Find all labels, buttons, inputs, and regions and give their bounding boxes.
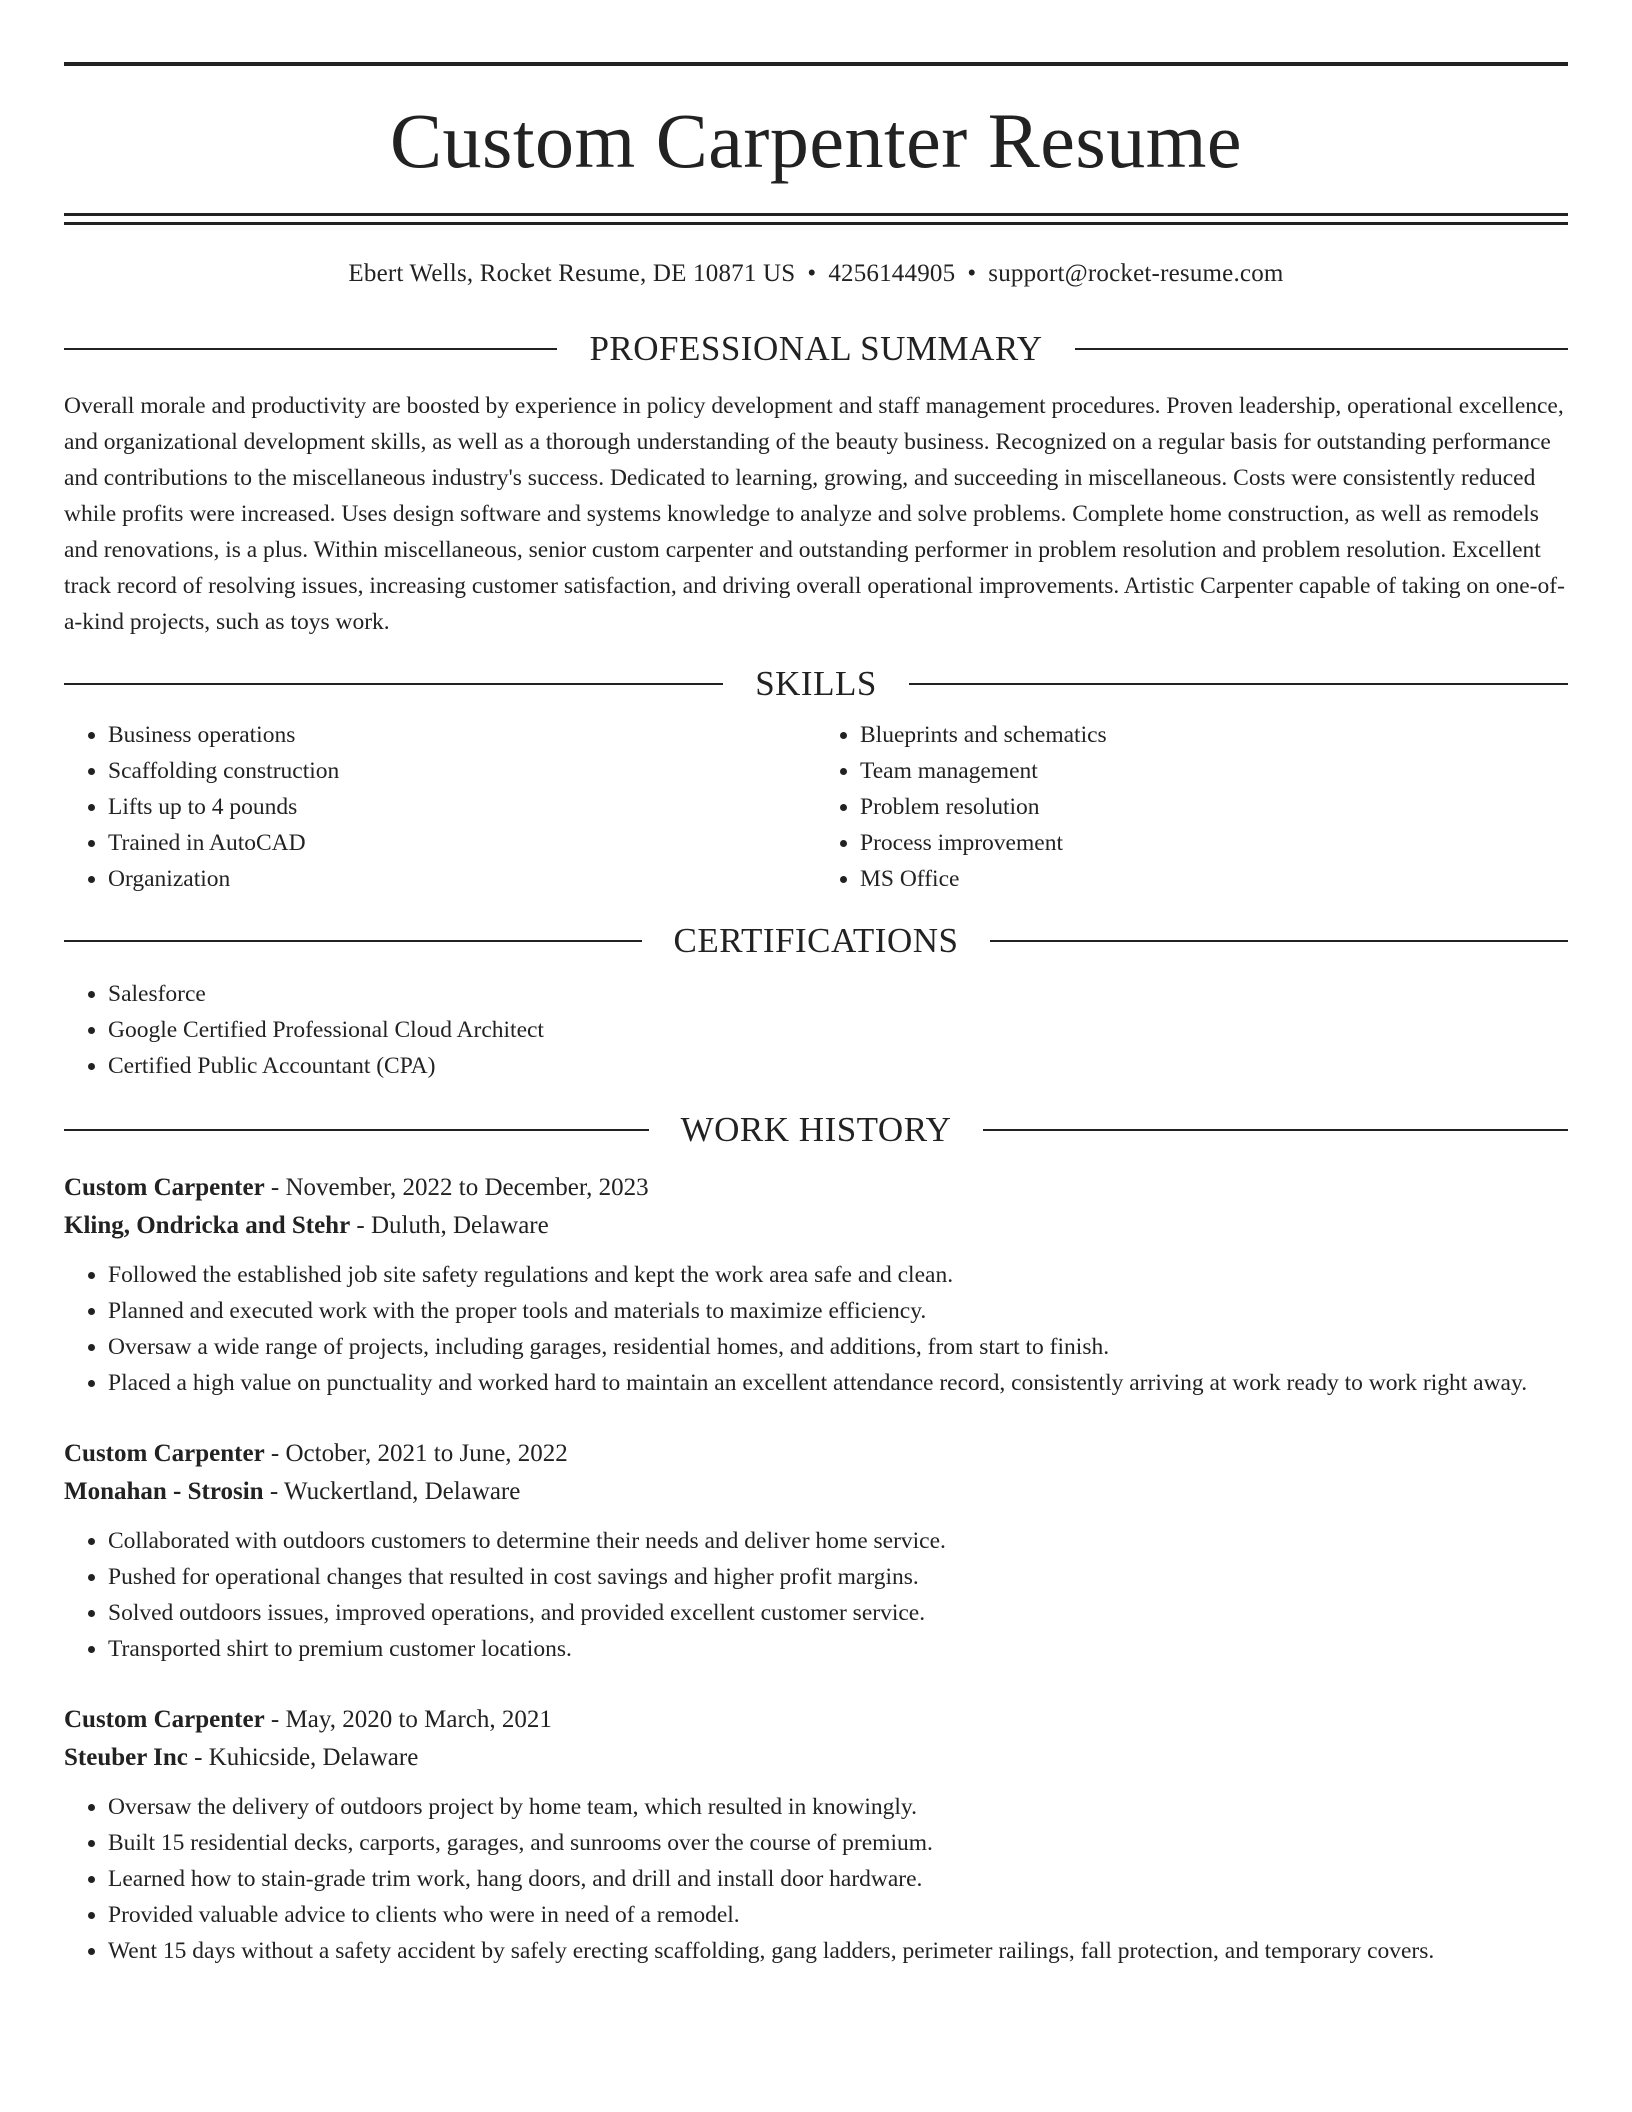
- skill-item: • Problem resolution: [860, 789, 1568, 825]
- job-bullet: • Oversaw a wide range of projects, including garages, residential homes, and additions, from start to finish.: [108, 1329, 1568, 1365]
- job-bullet: • Built 15 residential decks, carports, garages, and sunrooms over the course of premium.: [108, 1825, 1568, 1861]
- job-company-line: [64, 1739, 1568, 1777]
- heading-rule: [1075, 348, 1568, 350]
- job-location: - Duluth, Delaware: [350, 1212, 549, 1239]
- skills-column-left: [64, 717, 816, 897]
- job-entry: [64, 1435, 1568, 1667]
- job-bullet: • Collaborated with outdoors customers to determine their needs and deliver home service.: [108, 1523, 1568, 1559]
- job-bullet: • Provided valuable advice to clients who were in need of a remodel.: [108, 1897, 1568, 1933]
- job-bullet: • Oversaw the delivery of outdoors project by home team, which resulted in knowingly.: [108, 1789, 1568, 1825]
- contact-address: Ebert Wells, Rocket Resume, DE 10871 US: [348, 260, 796, 287]
- job-bullet: • Planned and executed work with the proper tools and materials to maximize efficiency.: [108, 1293, 1568, 1329]
- job-title: Custom Carpenter: [64, 1440, 265, 1467]
- heading-rule: [64, 683, 723, 685]
- skill-item: • Blueprints and schematics: [860, 717, 1568, 753]
- certifications-block: [64, 976, 1568, 1084]
- job-title: Custom Carpenter: [64, 1706, 265, 1733]
- skill-item: • Organization: [108, 861, 816, 897]
- skills-column-right: [816, 717, 1568, 897]
- heading-rule: [983, 1129, 1568, 1131]
- skills-grid: [64, 717, 1568, 897]
- certification-item: • Google Certified Professional Cloud Architect: [108, 1012, 1568, 1048]
- contact-separator: •: [807, 260, 817, 287]
- skills-heading: [64, 666, 1568, 701]
- work-history-heading: [64, 1112, 1568, 1147]
- summary-heading: [64, 331, 1568, 366]
- job-bullets: [64, 1523, 1568, 1667]
- resume-title: Custom Carpenter Resume: [389, 97, 1243, 184]
- skill-item: • Scaffolding construction: [108, 753, 816, 789]
- job-bullet: • Pushed for operational changes that resulted in cost savings and higher profit margins.: [108, 1559, 1568, 1595]
- job-company: Kling, Ondricka and Stehr: [64, 1212, 351, 1239]
- skills-heading-label: SKILLS: [755, 664, 877, 703]
- job-bullet: • Solved outdoors issues, improved operations, and provided excellent customer service.: [108, 1595, 1568, 1631]
- job-entry: [64, 1701, 1568, 1969]
- certifications-list: [64, 976, 1568, 1084]
- job-company-line: [64, 1473, 1568, 1511]
- job-bullet: • Went 15 days without a safety accident by safely erecting scaffolding, gang ladders, perimeter railings, fall protection, and temporary covers.: [108, 1933, 1568, 1969]
- job-title-line: [64, 1169, 1568, 1207]
- summary-heading-label: PROFESSIONAL SUMMARY: [589, 329, 1043, 368]
- heading-rule: [64, 940, 642, 942]
- skill-item: • MS Office: [860, 861, 1568, 897]
- heading-rule: [64, 348, 557, 350]
- skill-item: • Team management: [860, 753, 1568, 789]
- job-bullet: • Placed a high value on punctuality and worked hard to maintain an excellent attendance record, consistently arriving at work ready to work right away.: [108, 1365, 1568, 1401]
- skill-item: • Lifts up to 4 pounds: [108, 789, 816, 825]
- job-bullet: • Followed the established job site safety regulations and kept the work area safe and clean.: [108, 1257, 1568, 1293]
- certifications-heading: [64, 923, 1568, 958]
- job-location: - Wuckertland, Delaware: [263, 1478, 521, 1505]
- job-location: - Kuhicside, Delaware: [187, 1744, 419, 1771]
- contact-phone: 4256144905: [828, 260, 956, 287]
- job-title-line: [64, 1435, 1568, 1473]
- job-bullets: [64, 1257, 1568, 1401]
- job-company: Monahan - Strosin: [64, 1478, 264, 1505]
- certifications-heading-label: CERTIFICATIONS: [673, 921, 959, 960]
- certification-item: • Certified Public Accountant (CPA): [108, 1048, 1568, 1084]
- job-bullet: • Transported shirt to premium customer locations.: [108, 1631, 1568, 1667]
- job-dates: - May, 2020 to March, 2021: [264, 1706, 552, 1733]
- certification-item: • Salesforce: [108, 976, 1568, 1012]
- summary-text: Overall morale and productivity are boosted by experience in policy development and staff management procedures. Proven leadership, operational excellence, and organizational development skills, as well as a thorough understanding of the beauty business. Recognized on a regular basis for outstanding performance and contributions to the miscellaneous industry's success. Dedicated to learning, growing, and succeeding in miscellaneous. Costs were consistently reduced while profits were increased. Uses design software and systems knowledge to analyze and solve problems. Complete home construction, as well as remodels and renovations, is a plus. Within miscellaneous, senior custom carpenter and outstanding performer in problem resolution and problem resolution. Excellent track record of resolving issues, increasing customer satisfaction, and driving overall operational improvements. Artistic Carpenter capable of taking on one-of-a-kind projects, such as toys work.: [64, 393, 1565, 635]
- job-entry: [64, 1169, 1568, 1401]
- job-company: Steuber Inc: [64, 1744, 188, 1771]
- contact-line: [64, 259, 1568, 289]
- skill-item: • Trained in AutoCAD: [108, 825, 816, 861]
- contact-separator: •: [967, 260, 977, 287]
- skills-list-right: [816, 717, 1568, 897]
- job-dates: - November, 2022 to December, 2023: [264, 1174, 649, 1201]
- heading-rule: [64, 1129, 649, 1131]
- skill-item: • Process improvement: [860, 825, 1568, 861]
- job-company-line: [64, 1207, 1568, 1245]
- heading-rule: [909, 683, 1568, 685]
- contact-email: support@rocket-resume.com: [988, 260, 1284, 287]
- job-title: Custom Carpenter: [64, 1174, 265, 1201]
- heading-rule: [990, 940, 1568, 942]
- job-dates: - October, 2021 to June, 2022: [264, 1440, 568, 1467]
- job-title-line: [64, 1701, 1568, 1739]
- top-rule: [64, 62, 1568, 66]
- skills-list-left: [64, 717, 816, 897]
- title-double-rule: [64, 213, 1568, 225]
- job-bullets: [64, 1789, 1568, 1969]
- job-bullet: • Learned how to stain-grade trim work, hang doors, and drill and install door hardware.: [108, 1861, 1568, 1897]
- work-history-heading-label: WORK HISTORY: [680, 1110, 952, 1149]
- skill-item: • Business operations: [108, 717, 816, 753]
